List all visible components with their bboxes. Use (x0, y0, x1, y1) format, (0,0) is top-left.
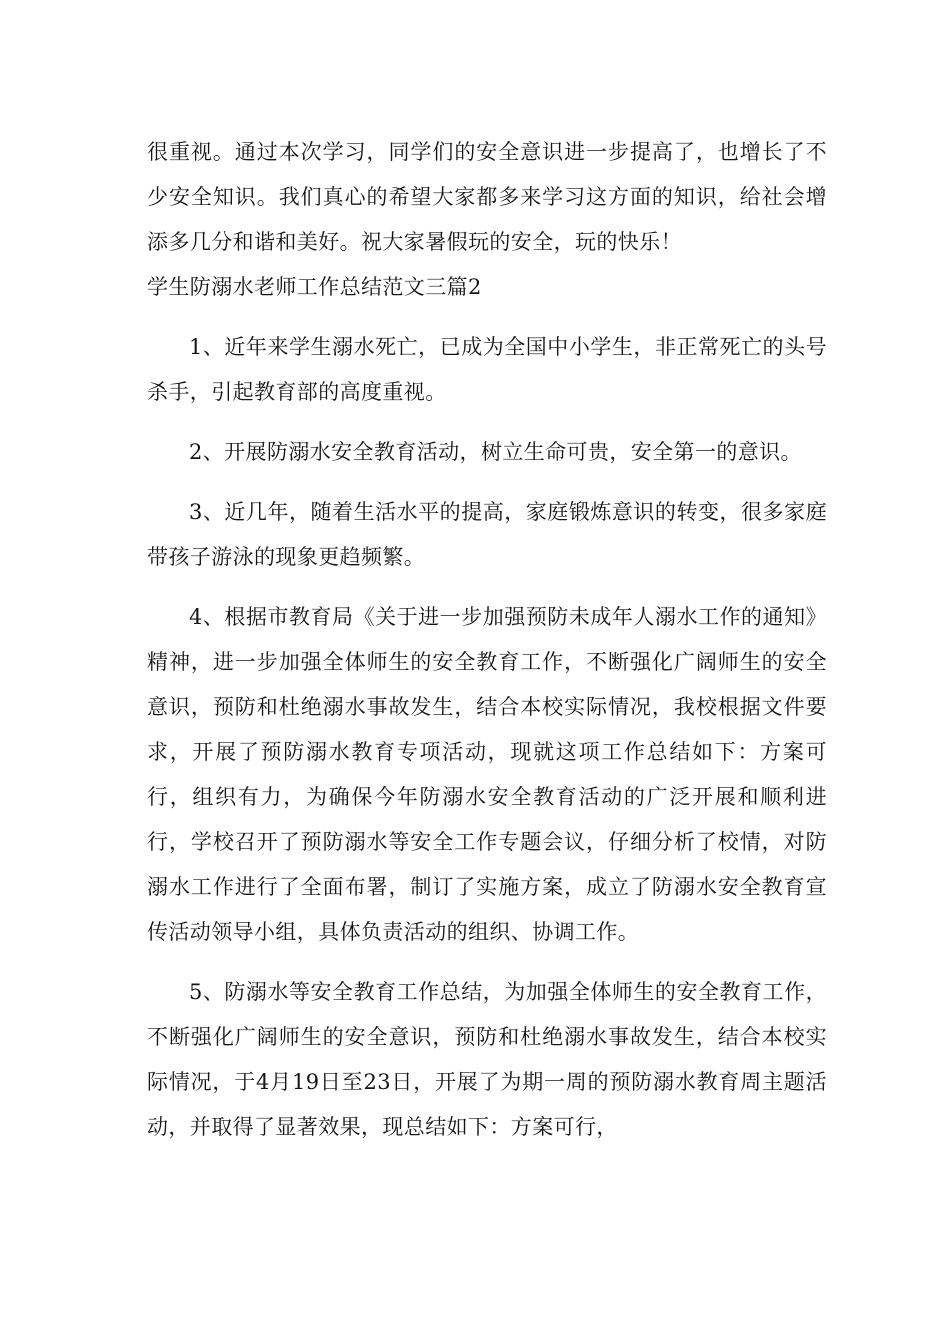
paragraph-3: 3、近几年，随着生活水平的提高，家庭锻炼意识的转变，很多家庭带孩子游泳的现象更趋频繁。 (147, 500, 827, 569)
paragraph-4: 4、根据市教育局《关于进一步加强预防未成年人溺水工作的通知》精神，进一步加强全体师生的安全教育工作，不断强化广阔师生的安全意识，预防和杜绝溺水事故发生，结合本校实际情况，我校根据文件要求，开展了预防溺水教育专项活动，现就这项工作总结如下：方案可行，组织有力，为确保今年防溺水安全教育活动的广泛开展和顺利进行，学校召开了预防溺水等安全工作专题会议，仔细分析了校情，对防溺水工作进行了全面布署，制订了实施方案，成立了防溺水安全教育宣传活动领导小组，具体负责活动的组织、协调工作。 (147, 605, 827, 944)
paragraph-gap (147, 955, 827, 970)
document-body (147, 130, 827, 1150)
paragraph-gap (147, 310, 827, 325)
paragraph-2: 2、开展防溺水安全教育活动，树立生命可贵，安全第一的意识。 (189, 440, 802, 464)
paragraph-5: 5、防溺水等安全教育工作总结，为加强全体师生的安全教育工作，不断强化广阔师生的安全意识，预防和杜绝溺水事故发生，结合本校实际情况，于4月19日至23日，开展了为期一周的预防溺水教育周主题活动，并取得了显著效果，现总结如下：方案可行， (147, 980, 827, 1139)
opening-paragraph: 很重视。通过本次学习，同学们的安全意识进一步提高了，也增长了不少安全知识。我们真心的希望大家都多来学习这方面的知识，给社会增添多几分和谐和美好。祝大家暑假玩的安全，玩的快乐！ (147, 140, 827, 254)
paragraph-gap (147, 475, 827, 490)
paragraph-gap (147, 415, 827, 430)
paragraph-gap (147, 580, 827, 595)
paragraph-1: 1、近年来学生溺水死亡，已成为全国中小学生，非正常死亡的头号杀手，引起教育部的高度重视。 (147, 335, 827, 404)
section-heading: 学生防溺水老师工作总结范文三篇2 (147, 275, 482, 299)
